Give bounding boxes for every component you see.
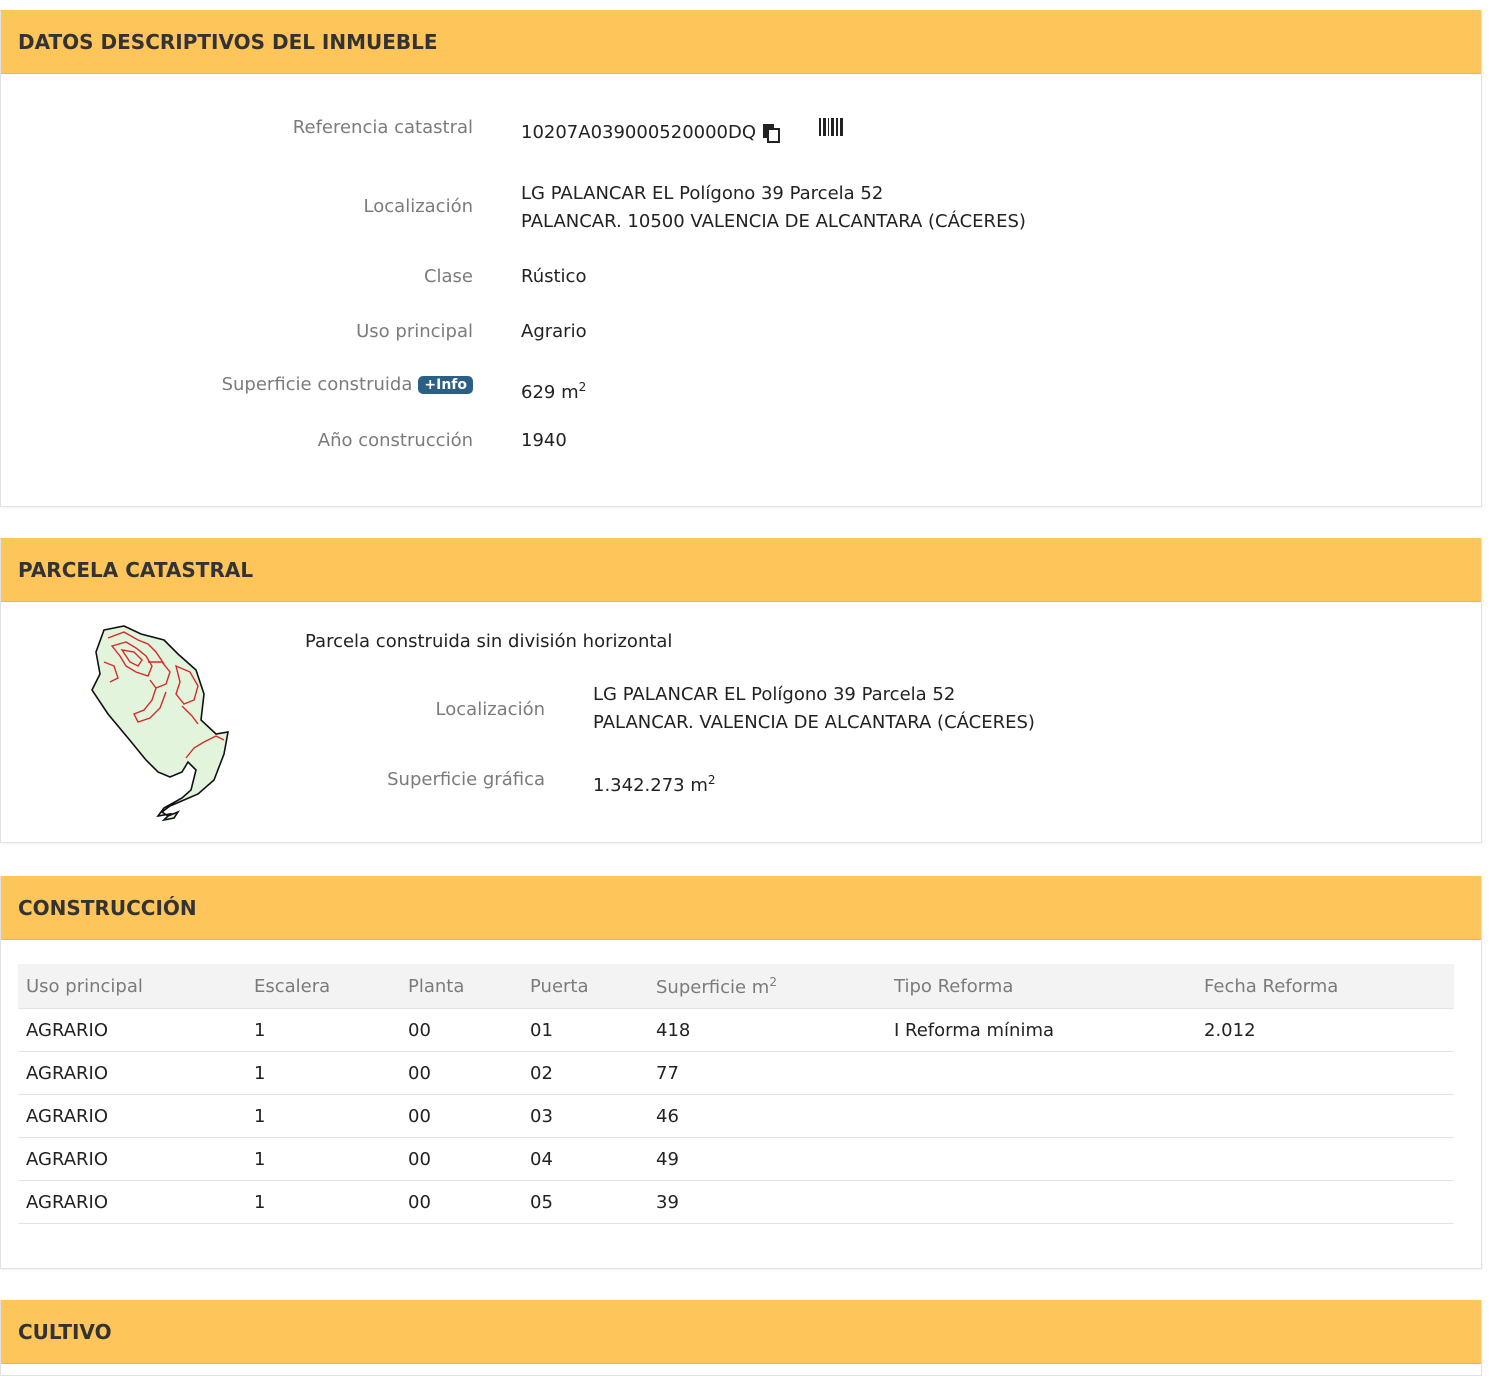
table-row xyxy=(18,1095,1454,1138)
table-cell xyxy=(886,1095,1196,1138)
table-cell: 00 xyxy=(400,1181,522,1224)
table-cell: 00 xyxy=(400,1138,522,1181)
superficie-grafica-value xyxy=(593,766,716,800)
column-header: Tipo Reforma xyxy=(886,964,1196,1009)
table-cell: 00 xyxy=(400,1052,522,1095)
parcela-localizacion-label: Localización xyxy=(435,699,545,720)
table-cell xyxy=(886,1052,1196,1095)
column-header-superficie-text: Superficie m xyxy=(656,976,770,998)
cultivo-header: CULTIVO xyxy=(1,1300,1481,1364)
table-cell: 1 xyxy=(246,1052,400,1095)
datos-descriptivos-header: DATOS DESCRIPTIVOS DEL INMUEBLE xyxy=(1,10,1481,74)
table-cell xyxy=(886,1138,1196,1181)
anio-construccion-value: 1940 xyxy=(521,430,567,451)
column-header: Uso principal xyxy=(18,964,246,1009)
superficie-construida-number: 629 m xyxy=(521,382,579,403)
table-cell xyxy=(886,1181,1196,1224)
parcela-catastral-header: PARCELA CATASTRAL xyxy=(1,538,1481,602)
cultivo-panel xyxy=(0,1300,1482,1376)
table-cell xyxy=(1196,1095,1454,1138)
table-row xyxy=(18,1052,1454,1095)
table-cell: 77 xyxy=(648,1052,886,1095)
parcela-map-thumbnail[interactable] xyxy=(86,622,236,822)
parcela-descripcion: Parcela construida sin división horizontal xyxy=(305,631,673,652)
column-header: Puerta xyxy=(522,964,648,1009)
table-cell: 49 xyxy=(648,1138,886,1181)
table-cell xyxy=(1196,1052,1454,1095)
localizacion-line-1: LG PALANCAR EL Polígono 39 Parcela 52 xyxy=(521,183,884,204)
table-cell: 39 xyxy=(648,1181,886,1224)
superficie-construida-sup: 2 xyxy=(578,380,587,394)
uso-principal-label: Uso principal xyxy=(356,321,473,342)
table-cell: AGRARIO xyxy=(18,1052,246,1095)
table-cell: AGRARIO xyxy=(18,1138,246,1181)
table-cell: 46 xyxy=(648,1095,886,1138)
table-cell: AGRARIO xyxy=(18,1095,246,1138)
construccion-panel xyxy=(0,876,1482,1269)
barcode-icon[interactable] xyxy=(819,118,843,140)
column-header: Escalera xyxy=(246,964,400,1009)
table-cell: AGRARIO xyxy=(18,1181,246,1224)
table-cell: 01 xyxy=(522,1009,648,1052)
table-row xyxy=(18,1181,1454,1224)
copy-icon[interactable] xyxy=(762,123,780,143)
table-cell: 1 xyxy=(246,1095,400,1138)
table-cell: 1 xyxy=(246,1138,400,1181)
superficie-construida-label-group xyxy=(222,374,473,395)
info-button[interactable]: +Info xyxy=(418,376,473,394)
referencia-label: Referencia catastral xyxy=(292,117,473,138)
parcela-localizacion-value xyxy=(593,681,1035,737)
localizacion-value xyxy=(521,180,1026,236)
table-cell: AGRARIO xyxy=(18,1009,246,1052)
table-cell xyxy=(1196,1138,1454,1181)
referencia-text[interactable]: 10207A039000520000DQ xyxy=(521,122,757,143)
superficie-construida-label: Superficie construida xyxy=(221,374,413,395)
table-cell: 1 xyxy=(246,1009,400,1052)
table-cell: 05 xyxy=(522,1181,648,1224)
clase-value: Rústico xyxy=(521,266,587,287)
construccion-table xyxy=(18,964,1454,1224)
localizacion-line-2: PALANCAR. 10500 VALENCIA DE ALCANTARA (CÁCERES) xyxy=(521,211,1026,232)
table-header-row xyxy=(18,964,1454,1009)
parcela-localizacion-line-2: PALANCAR. VALENCIA DE ALCANTARA (CÁCERES) xyxy=(593,712,1035,733)
superficie-grafica-sup: 2 xyxy=(707,773,716,787)
parcela-localizacion-line-1: LG PALANCAR EL Polígono 39 Parcela 52 xyxy=(593,684,956,705)
parcela-catastral-panel xyxy=(0,538,1482,843)
table-cell: 2.012 xyxy=(1196,1009,1454,1052)
table-cell: 00 xyxy=(400,1095,522,1138)
column-header: Planta xyxy=(400,964,522,1009)
table-cell: 03 xyxy=(522,1095,648,1138)
table-cell: 418 xyxy=(648,1009,886,1052)
anio-construccion-label: Año construcción xyxy=(317,430,473,451)
table-row xyxy=(18,1009,1454,1052)
table-row xyxy=(18,1138,1454,1181)
localizacion-label: Localización xyxy=(363,196,473,217)
superficie-grafica-label: Superficie gráfica xyxy=(387,769,545,790)
table-cell: 1 xyxy=(246,1181,400,1224)
table-cell: 02 xyxy=(522,1052,648,1095)
column-header-superficie xyxy=(648,964,886,1009)
column-header-superficie-sup: 2 xyxy=(769,974,777,989)
table-cell: 04 xyxy=(522,1138,648,1181)
table-cell: 00 xyxy=(400,1009,522,1052)
column-header: Fecha Reforma xyxy=(1196,964,1454,1009)
superficie-grafica-number: 1.342.273 m xyxy=(593,775,708,796)
clase-label: Clase xyxy=(423,266,473,287)
uso-principal-value: Agrario xyxy=(521,321,587,342)
superficie-construida-value xyxy=(521,373,586,407)
table-cell: I Reforma mínima xyxy=(886,1009,1196,1052)
referencia-value xyxy=(521,119,780,147)
table-cell xyxy=(1196,1181,1454,1224)
datos-descriptivos-panel xyxy=(0,10,1482,507)
construccion-header: CONSTRUCCIÓN xyxy=(1,876,1481,940)
